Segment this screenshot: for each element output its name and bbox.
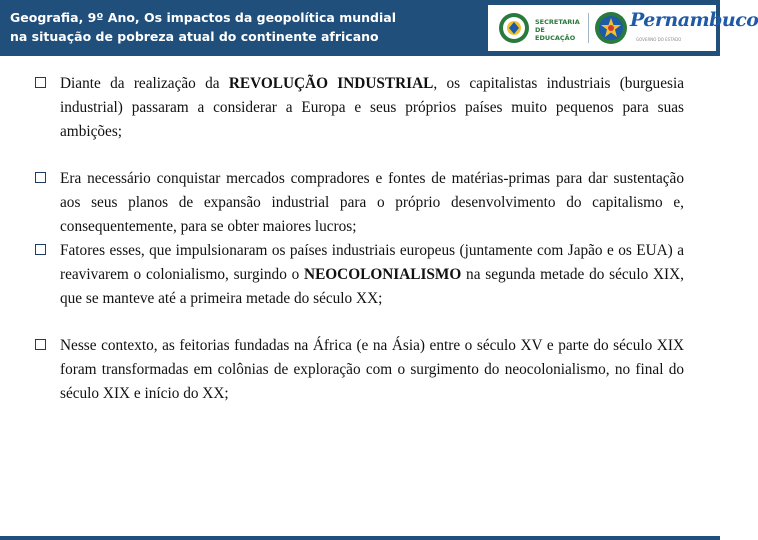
checkbox-bullet-icon bbox=[35, 172, 46, 183]
bullet-4-text: Nesse contexto, as feitorias fundadas na África (e na Ásia) entre o século XV e parte do século XIX foram transformadas em colônias de exploração com o surgimento do neocolonialismo, no final do século XIX e início do XX; bbox=[60, 337, 684, 402]
bullet-item bbox=[34, 334, 684, 406]
logo-divider bbox=[588, 13, 589, 43]
checkbox-bullet-icon bbox=[35, 339, 46, 350]
pernambuco-wordmark: Pernambuco bbox=[630, 9, 758, 31]
bullet-1-emphasis: REVOLUÇÃO INDUSTRIAL bbox=[228, 75, 434, 92]
secretaria-label-line-2: DE EDUCAÇÃO bbox=[535, 26, 576, 42]
bullet-item bbox=[34, 72, 684, 144]
bullet-3-emphasis: NEOCOLONIALISMO bbox=[304, 266, 462, 283]
bullet-item bbox=[34, 167, 684, 239]
checkbox-bullet-icon bbox=[35, 77, 46, 88]
pernambuco-tagline: GOVERNO DO ESTADO bbox=[636, 37, 682, 42]
slide-title bbox=[10, 8, 430, 46]
slide-title-line-2: na situação de pobreza atual do continente africano bbox=[10, 29, 379, 44]
bullet-item bbox=[34, 239, 684, 311]
checkbox-bullet-icon bbox=[35, 244, 46, 255]
bullet-2-text: Era necessário conquistar mercados compradores e fontes de matérias-primas para dar sustentação aos seus planos de expansão industrial para o próprio desenvolvimento do capitalismo e, consequentemente, para se obter maiores lucros; bbox=[60, 170, 684, 235]
secretaria-label-line-1: SECRETARIA bbox=[535, 18, 580, 26]
bullet-3-text-start: Fatores esses, que impulsionaram os países industriais europeus (juntamente com Japão e os EUA) a reavivarem o colonialismo, surgindo o bbox=[60, 242, 684, 283]
bullet-1-text-start: Diante da realização da bbox=[60, 75, 229, 92]
slide-title-line-1: Geografia, 9º Ano, Os impactos da geopolítica mundial bbox=[10, 10, 396, 25]
bullet-3-text-end: na segunda metade do século XIX, que se manteve até a primeira metade do século XX; bbox=[60, 266, 684, 307]
secretaria-label bbox=[535, 18, 587, 42]
pernambuco-coat-of-arms-icon bbox=[594, 11, 628, 45]
secretaria-seal-icon bbox=[498, 12, 530, 44]
slide-body bbox=[34, 72, 684, 406]
logos-panel bbox=[488, 5, 758, 51]
header-bar bbox=[0, 0, 758, 56]
footer-bar bbox=[0, 536, 720, 540]
bullet-1-text-end: , os capitalistas industriais (burguesia industrial) passaram a considerar a Europa e seus próprios países muito pequenos para suas ambições; bbox=[60, 75, 684, 140]
